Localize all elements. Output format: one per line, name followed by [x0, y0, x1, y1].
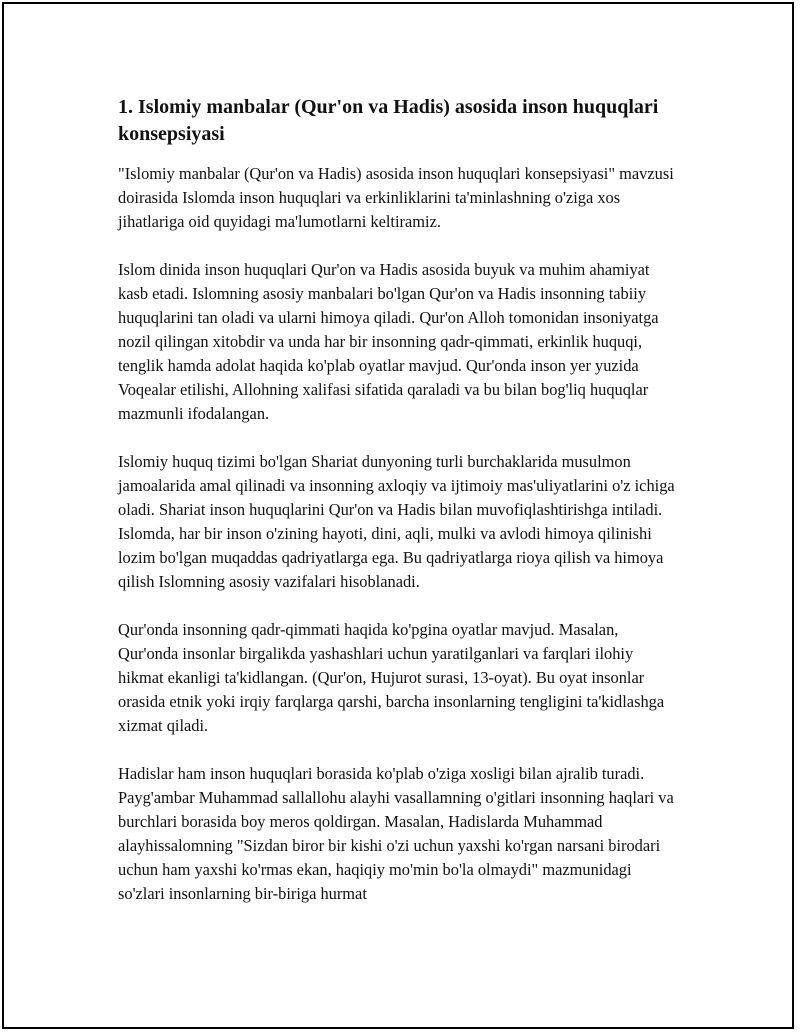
paragraph-hadiths: Hadislar ham inson huquqlari borasida ko'plab o'ziga xosligi bilan ajralib turadi. Payg'ambar Muhammad sallallohu alayhi vasallamning o'gitlari insonning haqlari va burchlari borasida boy meros qoldirgan. Masalan, Hadislarda Muhammad alayhissalomning "Sizdan biror bir kishi o'zi uchun yaxshi ko'rgan narsani birodari uchun ham yaxshi ko'rmas ekan, haqiqiy mo'min bo'la olmaydi" mazmunidagi so'zlari insonlarning bir-biriga hurmat [118, 764, 674, 903]
paragraph-dignity: Qur'onda insonning qadr-qimmati haqida ko'pgina oyatlar mavjud. Masalan, Qur'onda insonlar birgalikda yashashlari uchun yaratilganlari va farqlari ilohiy hikmat ekanligi ta'kidlangan. (Qur'on, Hujurot surasi, 13-oyat). Bu oyat insonlar orasida etnik yoki irqiy farqlarga qarshi, barcha insonlarning tengligini ta'kidlashga xizmat qiladi. [118, 620, 665, 735]
document-title: 1. Islomiy manbalar (Qur'on va Hadis) asosida inson huquqlari konsepsiyasi [118, 96, 659, 145]
paragraph-quran-hadith: Islom dinida inson huquqlari Qur'on va Hadis asosida buyuk va muhim ahamiyat kasb etadi. Islomning asosiy manbalari bo'lgan Qur'on va Hadis insonning tabiiy huquqlarini tan oladi va ularni himoya qiladi. Qur'on Alloh tomonidan insoniyatga nozil qilingan xitobdir va unda har bir insonning qadr-qimmati, erkinlik huquqi, tenglik hamda adolat haqida ko'plab oyatlar mavjud. Qur'onda inson yer yuzida Voqealar etilishi, Allohning xalifasi sifatida qaraladi va bu bilan bog'liq huquqlar mazmunli ifodalangan. [118, 260, 659, 423]
paragraph-intro: "Islomiy manbalar (Qur'on va Hadis) asosida inson huquqlari konsepsiyasi" mavzusi doirasida Islomda inson huquqlari va erkinliklarini ta'minlashning o'ziga xos jihatlariga oid quyidagi ma'lumotlarni keltiramiz. [118, 164, 674, 231]
paragraph-shariat: Islomiy huquq tizimi bo'lgan Shariat dunyoning turli burchaklarida musulmon jamoalarida amal qilinadi va insonning axloqiy va ijtimoiy mas'uliyatlarini o'z ichiga oladi. Shariat inson huquqlarini Qur'on va Hadis bilan muvofiqlashtirishga intiladi. Islomda, har bir inson o'zining hayoti, dini, aqli, mulki va avlodi himoya qilinishi lozim bo'lgan muqaddas qadriyatlarga ega. Bu qadriyatlarga rioya qilish va himoya qilish Islomning asosiy vazifalari hisoblanadi. [118, 452, 675, 591]
document-body [118, 94, 678, 930]
